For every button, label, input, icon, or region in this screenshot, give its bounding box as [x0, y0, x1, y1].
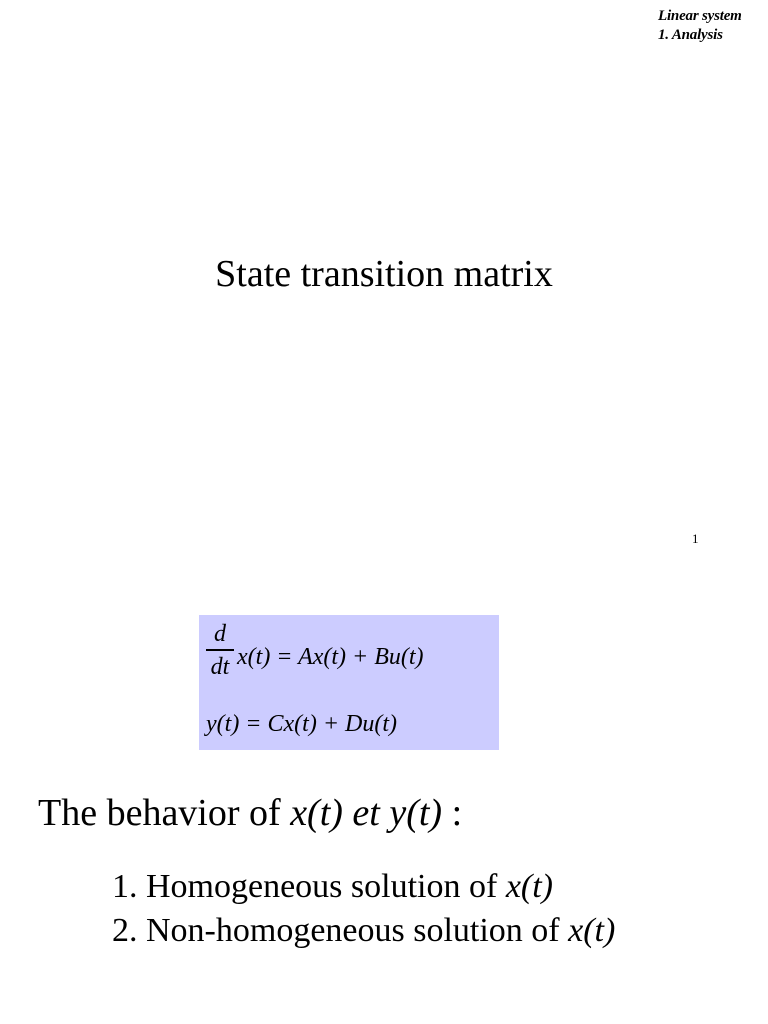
fraction-denominator: dt: [210, 653, 230, 680]
behavior-heading: [38, 790, 462, 836]
behavior-vars: x(t) et y(t): [290, 792, 443, 834]
header-line-2: 1. Analysis: [658, 27, 723, 43]
output-equation: y(t) = Cx(t) + Du(t): [206, 711, 397, 737]
header-line-1: Linear system: [658, 8, 742, 24]
header-note: [658, 7, 742, 45]
solution-text: 1. Homogeneous solution of: [112, 868, 506, 905]
fraction-numerator: d: [214, 621, 226, 647]
equation-box: [199, 615, 499, 750]
state-equation: x(t) = Ax(t) + Bu(t): [237, 644, 424, 670]
behavior-suffix: :: [442, 792, 463, 834]
solution-var: x(t): [568, 912, 616, 949]
list-item: [112, 909, 615, 953]
list-item: [112, 865, 615, 909]
solution-text: 2. Non-homogeneous solution of: [112, 912, 569, 949]
solutions-list: [112, 865, 615, 953]
derivative-fraction: [206, 620, 234, 681]
fraction-bar: [206, 649, 234, 651]
page-number: 1: [692, 531, 699, 546]
solution-var: x(t): [505, 868, 553, 905]
behavior-prefix: The behavior of: [38, 792, 291, 834]
slide-title: State transition matrix: [215, 253, 553, 295]
